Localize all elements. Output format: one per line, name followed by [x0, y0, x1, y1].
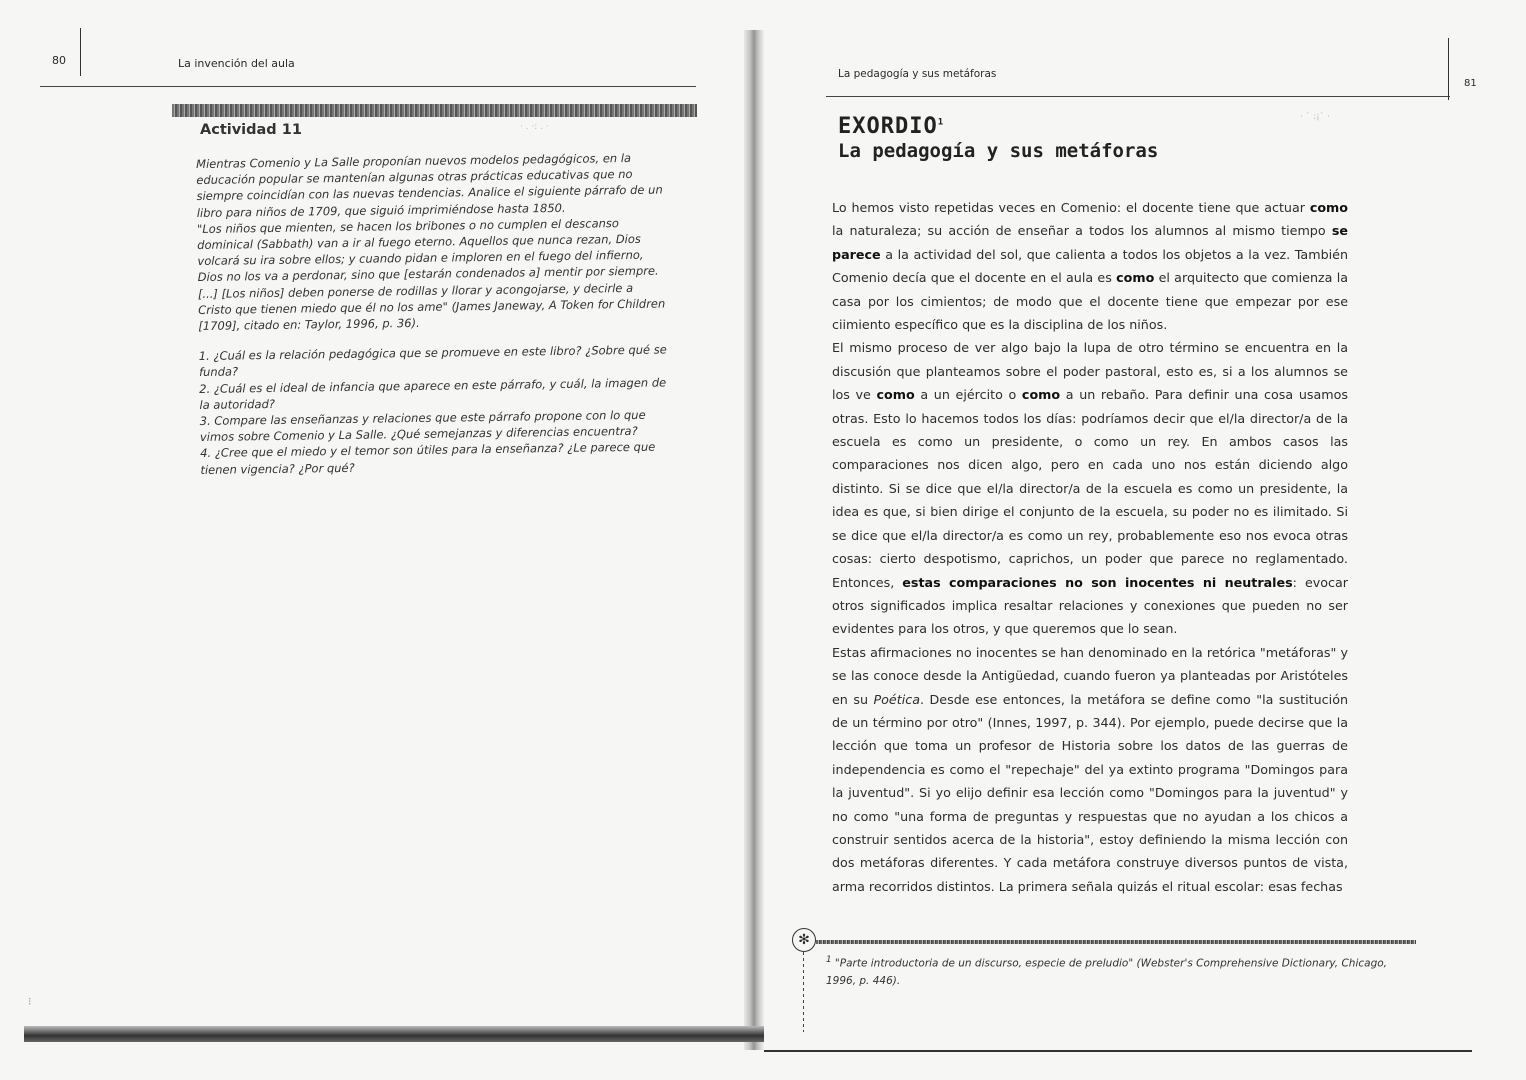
scan-speckle: · . ·: . ·: [520, 122, 549, 132]
activity-body: [196, 149, 670, 477]
chapter-title: EXORDIO$^1$: [838, 114, 945, 139]
activity-title: Actividad 11: [200, 122, 302, 138]
running-header: La pedagogía y sus metáforas: [838, 68, 997, 80]
footnote-ref: 1: [937, 117, 945, 128]
footnote-mark: 1: [826, 955, 832, 965]
page-number: 81: [1464, 78, 1477, 89]
activity-quote: "Los niños que mienten, se hacen los bribones o no cumplen el descanso dominical (Sabbath) van a ir al fuego eterno. Aquellos que nunca rezan, Dios volcará su ira sobre ellos; y cuando pidan e imploren en el fuego del infierno, Dios no los va a perdonar, sino que [estarán condenados a] mentir por siempre. [...] [Los niños] deben ponerse de rodillas y llorar y acongojarse, y decirle a Cristo que tienen miedo que él no los ame" (James Janeway, A Token for Children [1709], citado en: Taylor, 1996, p. 36).: [196, 215, 666, 334]
header-divider: [80, 28, 81, 76]
activity-question: 1. ¿Cuál es la relación pedagógica que se promueve en este libro? ¿Sobre qué se funda?: [198, 342, 667, 380]
page-number: 80: [52, 54, 66, 67]
activity-question: 2. ¿Cuál es el ideal de infancia que aparece en este párrafo, y cuál, la imagen de la autoridad?: [199, 375, 667, 412]
header-divider: [1448, 38, 1449, 100]
body-text: [832, 196, 1348, 898]
chapter-subtitle: La pedagogía y sus metáforas: [838, 140, 1159, 162]
activity-intro: Mientras Comenio y La Salle proponían nuevos modelos pedagógicos, en la educación popular se mantenían algunas otras prácticas educativas que no siempre coincidían con las nuevas tendencias. Analice el siguiente párrafo de un libro para niños de 1709, que siguió imprimiéndose hasta 1850.: [196, 150, 663, 220]
scan-speckle: · ` :¡` ·: [1300, 112, 1330, 122]
activity-question: 3. Compare las enseñanzas y relaciones que este párrafo propone con lo que vimos sobre Comenio y La Salle. ¿Qué semejanzas y diferencias encuentra?: [199, 407, 646, 445]
scan-edge-rule: [764, 1050, 1472, 1052]
footnote-margin-line: [803, 952, 804, 1032]
footnote-rule: [816, 940, 1416, 944]
asterisk-icon: ✻: [792, 928, 816, 952]
left-page: [0, 0, 748, 1080]
header-rule: [40, 86, 696, 87]
paragraph: El mismo proceso de ver algo bajo la lupa de otro término se encuentra en la discusión que planteamos sobre el poder pastoral, esto es, si a los alumnos se los ve como a un ejército o como a un rebaño. Para definir una cosa usamos otras. Esto lo hacemos todos los días: podríamos decir que el/la director/a de la escuela es como un presidente, o como un rey. En ambos casos las comparaciones nos dicen algo, pero en cada uno nos están diciendo algo distinto. Si se dice que el/la director/a de la escuela es como un presidente, la idea es que, si bien dirige el conjunto de la escuela, su poder no es ilimitado. Si se dice que el/la director/a es como un rey, probablemente eso nos evoca otras cosas: cierto despotismo, caprichos, un poder que parece no reglamentado. Entonces, estas comparaciones no son inocentes ni neutrales: evocar otros significados implica resaltar relaciones y conexiones que pueden no ser evidentes para los otros, y que queremos que lo sean.: [832, 340, 1348, 637]
header-rule: [826, 96, 1450, 97]
activity-question: 4. ¿Cree que el miedo y el temor son útiles para la enseñanza? ¿Le parece que tienen vigencia? ¿Por qué?: [200, 440, 656, 477]
running-header: La invención del aula: [178, 57, 295, 70]
activity-band: [172, 104, 697, 117]
footnote: $^1$ "Parte introductoria de un discurso, especie de preludio" (Webster's Comprehensive Dictionary, Chicago, 1996, p. 446).: [826, 955, 1387, 987]
margin-mark: ⁝: [28, 995, 32, 1008]
paragraph: Lo hemos visto repetidas veces en Comenio: el docente tiene que actuar como la naturaleza; su acción de enseñar a todos los alumnos al mismo tiempo se parece a la actividad del sol, que calienta a todos los objetos a la vez. También Comenio decía que el docente en el aula es como el arquitecto que comienza la casa por los cimientos; de modo que el docente tiene que empezar por ese ciimiento específico que es la disciplina de los niños.: [832, 200, 1348, 333]
paragraph: Estas afirmaciones no inocentes se han denominado en la retórica "metáforas" y se las conoce desde la Antigüedad, cuando fueron ya planteadas por Aristóteles en su Poética. Desde ese entonces, la metáfora se define como "la sustitución de un término por otro" (Innes, 1997, p. 344). Por ejemplo, puede decirse que la lección que toma un profesor de Historia sobre los datos de las guerras de independencia es como el "repechaje" del ya extinto programa "Domingos para la juventud". Si yo elijo definir esa lección como "Domingos para la juventud" y no como "una forma de preguntas y respuestas que no ayudan a los chicos a construir sentidos acerca de la historia", estoy definiendo la misma lección con dos metáforas diferentes. Y cada metáfora construye diversos puntos de vista, arma recorridos distintos. La primera señala quizás el ritual escolar: esas fechas: [832, 644, 1348, 894]
